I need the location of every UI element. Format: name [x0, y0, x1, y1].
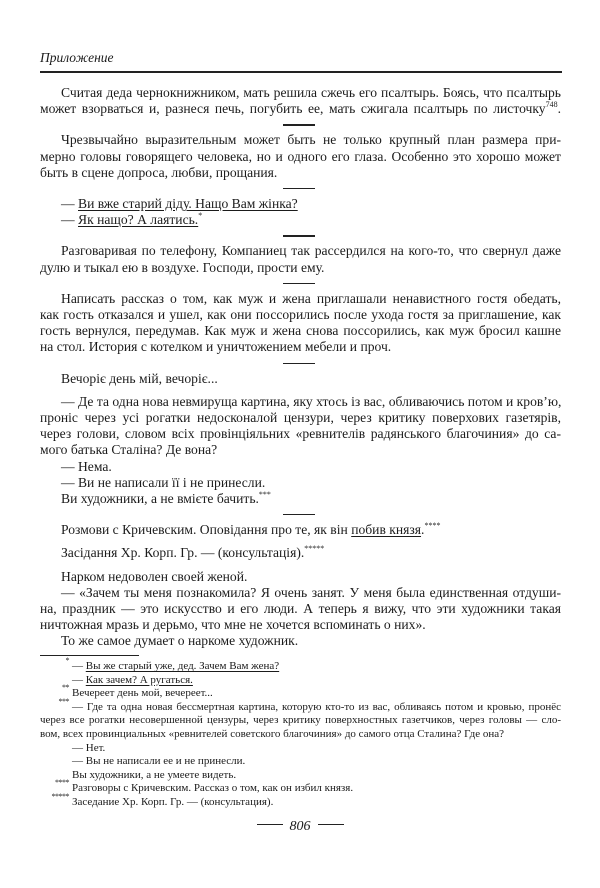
text-segment: Ви художники, а не вмієте бачить.: [61, 491, 259, 507]
text-line: [40, 601, 561, 617]
text-segment: —: [61, 212, 78, 228]
text-line: [40, 545, 561, 561]
text-segment: ничтожная мразь и дерьмо, что мне не хочется вспоминать о них».: [40, 617, 426, 633]
text-segment: Считая деда чернокнижником, мать решила сжечь его псалтырь. Боясь, что псалтырь: [61, 85, 561, 100]
footnote-rule: [40, 655, 139, 656]
text-line: [40, 426, 561, 442]
text-line: [40, 728, 561, 742]
text-segment: — «Зачем ты меня познакомила? Я очень занят. У меня была единственная отдуши-: [61, 584, 561, 600]
text-segment: .: [557, 101, 561, 117]
footnote-reference: ***: [258, 490, 271, 500]
text-line: [40, 617, 561, 633]
underlined-text: Вы же старый уже, дед. Зачем Вам жена?: [85, 660, 280, 672]
footnotes: [40, 656, 561, 810]
text-segment: Разговаривая по телефону, Компаниец так рассердился на кого-то, что свернул даже: [61, 243, 561, 259]
text-line: [40, 371, 561, 387]
text-line: [40, 85, 561, 101]
text-segment: —: [72, 660, 86, 672]
text-segment: на стол. История с котелком и уничтожением мебели и проч.: [40, 339, 392, 355]
text-line: [40, 442, 561, 458]
underlined-text: Ви вже старий діду. Нащо Вам жінка?: [78, 196, 298, 212]
text-segment: Вечоріє день мій, вечоріє...: [61, 370, 218, 386]
footnote-marker: *: [65, 656, 69, 665]
text-segment: — Ви не написали її і не принесли.: [61, 474, 266, 490]
text-segment: через голови, словом всіх провінціяльних «ревнителів радянського благочиния» до са-: [40, 426, 561, 442]
paragraph: [40, 394, 561, 507]
text-line: [40, 243, 561, 259]
footnote: [40, 656, 561, 687]
text-line: [40, 260, 561, 276]
text-line: [40, 778, 561, 796]
text-segment: Вы художники, а не умеете видеть.: [72, 768, 237, 781]
footnote-marker: *****: [51, 791, 69, 801]
paragraph: [40, 243, 561, 275]
footnote-reference: *****: [304, 544, 325, 554]
text-line: [40, 656, 561, 674]
text-segment: вом, всех провинциальных «ревнителей советского благочиния» до самого отца Сталина? Где она?: [40, 727, 505, 740]
text-line: [40, 410, 561, 426]
footnote-reference: 748: [545, 100, 558, 110]
section-separator: [40, 117, 561, 132]
section-separator: [40, 228, 561, 243]
text-segment: —: [72, 673, 86, 686]
text-line: [40, 291, 561, 307]
text-line: [40, 714, 561, 728]
section-separator: [40, 356, 561, 371]
paragraph: [40, 569, 561, 650]
text-line: [40, 683, 561, 701]
footnote: [40, 791, 561, 810]
underlined-text: побив князя: [351, 522, 422, 538]
text-line: [40, 323, 561, 339]
text-segment: Разговоры с Кричевским. Рассказ о том, как он избил князя.: [72, 782, 354, 795]
text-line: [40, 696, 561, 715]
text-line: [40, 459, 561, 475]
text-line: [40, 339, 561, 355]
text-segment: Написать рассказ о том, как муж и жена приглашали ненавистного гостя обедать,: [61, 290, 561, 306]
main-text: [40, 85, 561, 650]
text-segment: на, праздник — это искусство и его люди. А теперь я вижу, что эти художники такая: [40, 601, 561, 617]
footnote: [40, 683, 561, 701]
text-line: [40, 196, 561, 212]
text-segment: гость вернулся, передумав. Как муж и жена снова поссорились, как муж бросил кашне: [40, 323, 561, 339]
text-line: [40, 522, 561, 538]
section-separator: [40, 181, 561, 196]
text-line: [40, 585, 561, 601]
text-segment: мого батька Сталіна? Де вона?: [40, 442, 218, 458]
text-segment: Вечереет день мой, вечереет...: [72, 687, 213, 700]
text-segment: дулю и тыкал ею в воздухе. Господи, прости ему.: [40, 259, 325, 275]
text-line: [40, 674, 561, 688]
paragraph: [40, 545, 561, 561]
text-segment: Розмови с Кричевским. Оповідання про те, як він: [61, 522, 352, 538]
text-segment: — Где та одна новая бессмертная картина, которую кто-то из вас, обливаясь потом и кровью, пронёс: [72, 700, 561, 713]
text-line: [40, 475, 561, 491]
footnote-reference: ****: [424, 521, 441, 531]
page-number-dash-left: [257, 824, 283, 825]
footnote-marker: ****: [55, 778, 69, 788]
paragraph: [40, 291, 561, 356]
text-line: [40, 791, 561, 810]
text-line: [40, 149, 561, 165]
footnote: [40, 778, 561, 796]
text-segment: как гость отказался и ушел, как они поссорились после ухода гостя за приглашение, как: [40, 307, 561, 323]
underlined-text: Как зачем? А ругаться.: [85, 673, 193, 686]
footnote-marker: ***: [58, 696, 69, 706]
page-number: 806: [289, 819, 311, 834]
page-footer: [0, 818, 600, 836]
footnote: [40, 696, 561, 783]
text-line: [40, 212, 561, 228]
text-segment: быть в сцене допроса, любви, прощания.: [40, 164, 278, 180]
page-number-dash-right: [318, 824, 344, 825]
footnote-reference: *: [198, 211, 203, 221]
section-separator: [40, 276, 561, 291]
paragraph: [40, 85, 561, 117]
text-segment: Засідання Хр. Корп. Гр. — (консультація).: [61, 545, 305, 561]
paragraph: [40, 132, 561, 181]
text-line: [40, 769, 561, 783]
running-head-title: Приложение: [40, 50, 114, 65]
text-line: [40, 633, 561, 649]
text-line: [40, 742, 561, 756]
text-segment: — Де та одна нова невмируща картина, яку хтось із вас, обливаючись потом и кров’ю,: [61, 393, 562, 409]
footnote-marker: **: [62, 683, 69, 693]
text-segment: То же самое думает о наркоме художник.: [61, 633, 299, 649]
text-segment: — Вы не написали ее и не принесли.: [72, 755, 246, 768]
text-segment: проніс через усі рогатки недосконалой цензури, через критику поверхових газетярів,: [40, 410, 561, 426]
text-segment: Нарком недоволен своей женой.: [61, 568, 248, 584]
text-line: [40, 307, 561, 323]
text-line: [40, 165, 561, 181]
text-line: [40, 101, 561, 117]
text-segment: мерно головы говорящего человека, но и одного его глаза. Особенно это хорошо может: [40, 148, 561, 164]
header-rule: [40, 71, 562, 73]
text-line: [40, 569, 561, 585]
paragraph: [40, 196, 561, 228]
text-segment: может взорваться и, разнеся печь, погубить ее, мать сжигала псалтырь по листочку: [40, 101, 546, 117]
paragraph: [40, 371, 561, 387]
paragraph: [40, 522, 561, 538]
text-line: [40, 491, 561, 507]
underlined-text: Як нащо? А лаятись.: [78, 212, 199, 228]
text-segment: через все рогатки несовершенной цензуры, через критику поверхностных газетчиков, через головы — сло-: [40, 714, 561, 727]
text-segment: — Нет.: [72, 741, 106, 754]
section-separator: [40, 507, 561, 522]
text-line: [40, 755, 561, 769]
text-segment: Заседание Хр. Корп. Гр. — (консультация).: [72, 795, 274, 808]
text-line: [40, 394, 561, 410]
text-segment: Чрезвычайно выразительным может быть не только крупный план размера при-: [61, 132, 561, 148]
text-segment: .: [421, 522, 425, 538]
text-segment: — Нема.: [61, 458, 112, 474]
text-line: [40, 132, 561, 148]
text-segment: —: [61, 196, 78, 212]
